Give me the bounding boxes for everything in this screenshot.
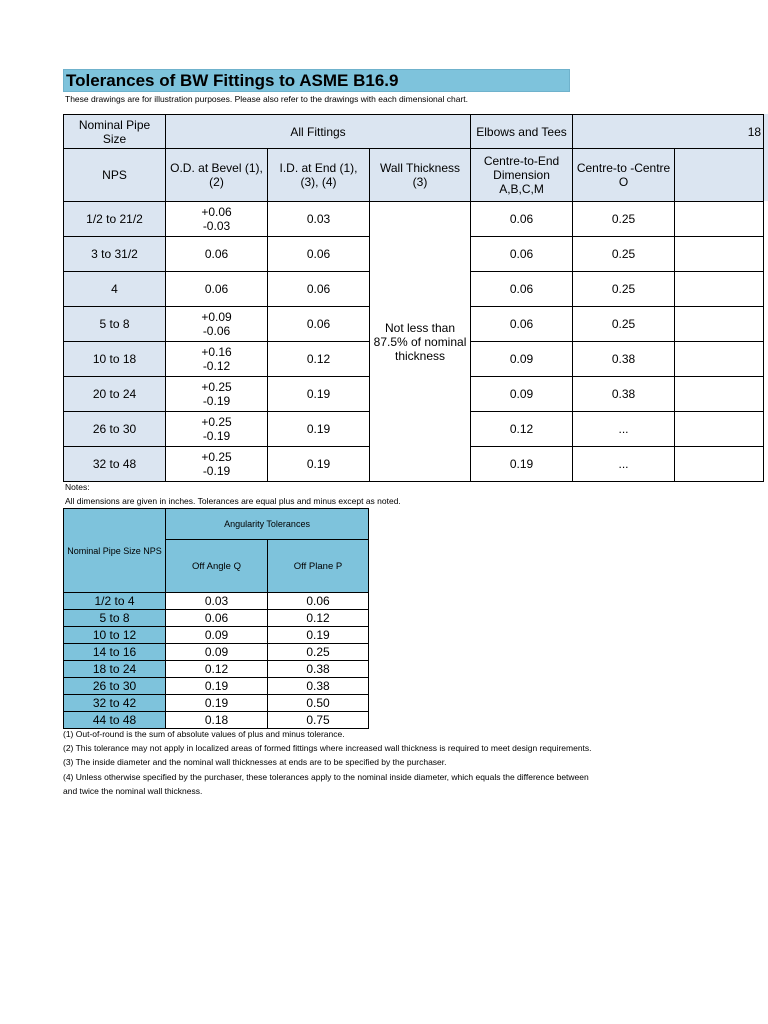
cte-cell: 0.06 [471,237,573,272]
cte-cell: 0.06 [471,272,573,307]
ctc-cell: 0.25 [573,237,675,272]
od-plus: +0.09 [201,310,232,324]
nps-cell: 10 to 18 [64,342,166,377]
angularity-table-container [63,508,369,729]
header-centre-to-centre: Centre-to -Centre O [573,149,675,202]
id-cell: 0.19 [268,412,370,447]
id-cell: 0.19 [268,377,370,412]
table-row [64,712,369,729]
header-centre-to-end: Centre-to-End Dimension A,B,C,M [471,149,573,202]
header-angularity-tolerances: Angularity Tolerances [166,509,369,540]
nps-cell: 44 to 48 [64,712,166,729]
nps-cell: 32 to 48 [64,447,166,482]
cut-cell [675,307,764,342]
header-all-fittings: All Fittings [166,115,471,149]
od-minus: -0.03 [202,219,231,233]
footnote-4: (4) Unless otherwise specified by the purchaser, these tolerances apply to the nominal inside diameter, which equals the difference between [63,771,589,782]
tolerance-table [63,114,764,482]
off-angle-cell: 0.03 [166,593,268,610]
off-angle-cell: 0.19 [166,678,268,695]
header-truncated: 18 [573,115,764,149]
od-minus: -0.19 [202,394,231,408]
nps-cell: 10 to 12 [64,627,166,644]
cut-cell [675,237,764,272]
od-minus: -0.12 [202,359,231,373]
wall-thickness-cell: Not less than 87.5% of nominal thickness [370,202,471,482]
table-row [64,678,369,695]
ctc-cell: ... [573,412,675,447]
od-plus: +0.25 [201,415,232,429]
nps-cell: 5 to 8 [64,307,166,342]
od-cell [166,307,268,342]
od-minus: -0.06 [202,324,231,338]
page-subtitle: These drawings are for illustration purposes. Please also refer to the drawings with each dimensional chart. [65,94,469,104]
od-plus: +0.25 [201,450,232,464]
off-plane-cell: 0.19 [268,627,369,644]
nps-cell: 32 to 42 [64,695,166,712]
cut-cell [675,377,764,412]
angularity-table [63,508,369,729]
footnote-1: (1) Out-of-round is the sum of absolute values of plus and minus tolerance. [63,729,345,739]
ctc-cell: 0.38 [573,377,675,412]
ctc-cell: 0.25 [573,202,675,237]
od-plus: +0.25 [201,380,232,394]
ctc-cell: ... [573,447,675,482]
id-cell: 0.12 [268,342,370,377]
nps-cell: 3 to 31/2 [64,237,166,272]
footnote-2: (2) This tolerance may not apply in localized areas of formed fittings where increased wall thickness is required to meet design requirements. [63,743,592,754]
table-row [64,202,764,237]
ctc-cell: 0.25 [573,272,675,307]
header-od-at-bevel: O.D. at Bevel (1), (2) [166,149,268,202]
od-plus: 0.06 [204,247,229,261]
cut-cell [675,202,764,237]
nps-cell: 26 to 30 [64,412,166,447]
nps-cell: 4 [64,272,166,307]
notes-text: All dimensions are given in inches. Tolerances are equal plus and minus except as noted. [65,496,401,506]
footnotes [63,727,673,798]
od-cell [166,272,268,307]
ctc-cell: 0.25 [573,307,675,342]
table-row [64,695,369,712]
off-plane-cell: 0.38 [268,661,369,678]
off-plane-cell: 0.50 [268,695,369,712]
ctc-cell: 0.38 [573,342,675,377]
cut-cell [675,412,764,447]
off-angle-cell: 0.12 [166,661,268,678]
od-cell [166,377,268,412]
table-row [64,610,369,627]
cte-cell: 0.09 [471,342,573,377]
table-row [64,644,369,661]
off-plane-cell: 0.12 [268,610,369,627]
footnote-4-continued: and twice the nominal wall thickness. [63,785,203,796]
nps-cell: 26 to 30 [64,678,166,695]
header-off-plane: Off Plane P [268,540,369,593]
od-cell [166,447,268,482]
header-nominal-pipe-size: Nominal Pipe Size [64,115,166,149]
od-plus: 0.06 [204,282,229,296]
off-plane-cell: 0.38 [268,678,369,695]
id-cell: 0.06 [268,307,370,342]
cte-cell: 0.19 [471,447,573,482]
off-plane-cell: 0.25 [268,644,369,661]
od-cell [166,412,268,447]
notes-label: Notes: [65,482,90,492]
cut-cell [675,447,764,482]
od-plus: +0.06 [201,205,232,219]
off-plane-cell: 0.06 [268,593,369,610]
off-angle-cell: 0.09 [166,644,268,661]
nps-cell: 18 to 24 [64,661,166,678]
table-row [64,661,369,678]
cte-cell: 0.06 [471,202,573,237]
cte-cell: 0.12 [471,412,573,447]
header-wall-thickness: Wall Thickness (3) [370,149,471,202]
tolerance-table-container [63,114,762,481]
cut-cell [675,272,764,307]
page-title: Tolerances of BW Fittings to ASME B16.9 [63,69,570,92]
od-plus: +0.16 [201,345,232,359]
header-id-at-end: I.D. at End (1), (3), (4) [268,149,370,202]
cut-cell [675,342,764,377]
off-angle-cell: 0.09 [166,627,268,644]
od-cell [166,202,268,237]
od-minus: -0.19 [202,429,231,443]
header-cut-column [675,149,764,202]
off-angle-cell: 0.19 [166,695,268,712]
off-angle-cell: 0.18 [166,712,268,729]
off-plane-cell: 0.75 [268,712,369,729]
header-nps: NPS [64,149,166,202]
cte-cell: 0.06 [471,307,573,342]
od-cell [166,237,268,272]
id-cell: 0.06 [268,237,370,272]
od-cell [166,342,268,377]
id-cell: 0.19 [268,447,370,482]
off-angle-cell: 0.06 [166,610,268,627]
nps-cell: 14 to 16 [64,644,166,661]
header-off-angle: Off Angle Q [166,540,268,593]
header-elbows-and-tees: Elbows and Tees [471,115,573,149]
id-cell: 0.03 [268,202,370,237]
nps-cell: 5 to 8 [64,610,166,627]
od-minus: -0.19 [202,464,231,478]
nps-cell: 1/2 to 4 [64,593,166,610]
id-cell: 0.06 [268,272,370,307]
table-row [64,593,369,610]
cte-cell: 0.09 [471,377,573,412]
footnote-3: (3) The inside diameter and the nominal wall thicknesses at ends are to be specified by the purchaser. [63,757,447,768]
nps-cell: 1/2 to 21/2 [64,202,166,237]
table-row [64,627,369,644]
nps-cell: 20 to 24 [64,377,166,412]
header-nominal-pipe-size-nps: Nominal Pipe Size NPS [64,509,166,593]
